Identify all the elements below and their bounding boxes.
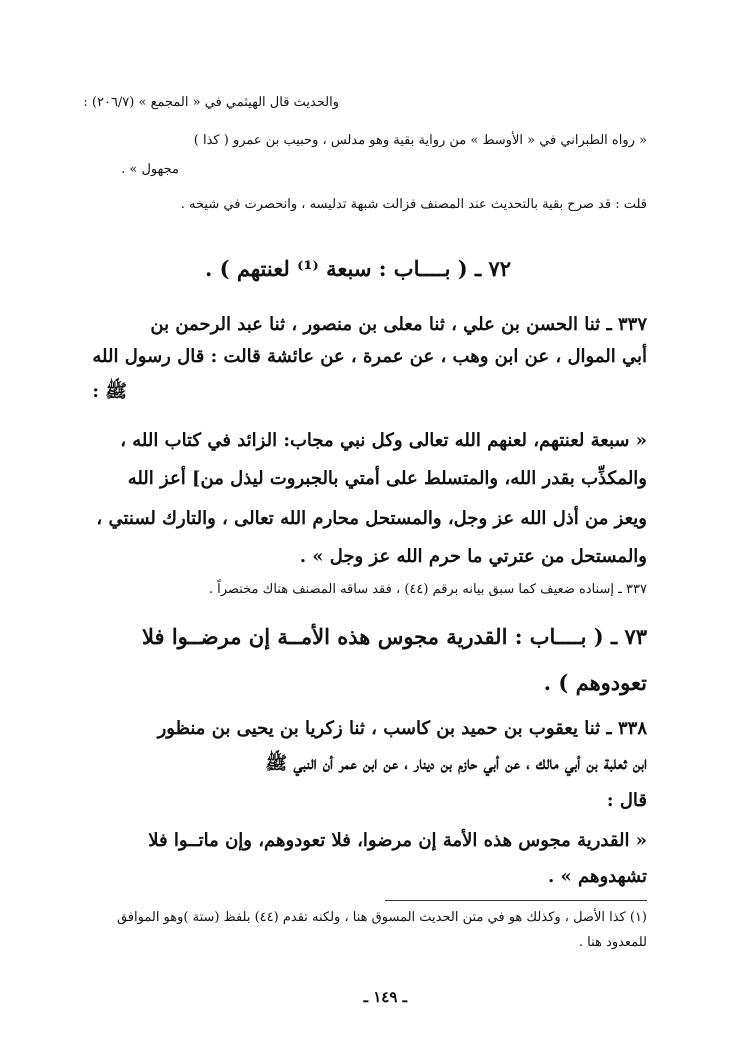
intro-line: والحديث قال الهيثمي في « المجمع » (٢٠٦/٧) : [83,95,339,110]
hadith-337-isnad-line: ٣٣٧ ـ ثنا الحسن بن علي ، ثنا معلى بن منصور ، ثنا عبد الرحمن بن [150,314,647,335]
hadith-337-isnad-line: ﷺ : [92,381,127,402]
hadith-337-text-line: والمستحل من عترتي ما حرم الله عز وجل » . [299,546,647,567]
intro-note: قلت : قد صرح بقية بالتحديث عند المصنف فزالت شبهة تدليسه ، وانحصرت في شيخه . [180,197,647,212]
hadith-337-text-line: « سبعة لعنتهم، لعنهم الله تعالى وكل نبي مجاب: الزائد في كتاب الله ، [120,430,647,451]
hadith-337-text-line: والمكذِّب بقدر الله، والمتسلط على أمتي بالجبروت ليذل من] أعز الله [127,468,647,489]
footnote-line: (١) كذا الأصل ، وكذلك هو في متن الحديث المسوق هنا ، ولكنه تقدم (٤٤) بلفظ (ستة )وهو الموافق [116,910,647,925]
hadith-338-isnad-line: ٣٣٨ ـ ثنا يعقوب بن حميد بن كاسب ، ثنا زكريا بن يحيى بن منظور [157,718,647,739]
intro-quote-line: « رواه الطبراني في « الأوسط » من رواية بقية وهو مدلس ، وحبيب بن عمرو ( كذا ) [193,133,647,148]
intro-quote-line: مجهول » . [121,162,179,177]
page-number: ـ ١٤٩ ـ [363,988,407,1006]
hadith-338-isnad-line: ابن ثعلبة بن أبي مالك ، عن أبي حازم بن دينار ، عن ابن عمر أن النبي ﷺ [265,753,647,774]
footnote-separator [385,900,647,901]
hadith-338-text-line: تشهدوهم » . [547,866,647,887]
hadith-337-text-line: ويعز من أذل الله عز وجل، والمستحل محارم الله تعالى ، والتارك لسنتي ، [96,508,647,529]
hadith-337-grading-note: ٣٣٧ ـ إسناده ضعيف كما سبق بيانه برقم (٤٤) ، فقد ساقه المصنف هناك مختصراً . [208,582,647,597]
chapter-73-heading: تعودوهم ) . [543,670,647,695]
footnote-line: للمعدود هنا . [578,935,647,950]
chapter-73-heading: ٧٣ ـ ( بــــاب : القدرية مجوس هذه الأمــة إن مرضــوا فلا [141,624,647,649]
hadith-338-text-line: « القدرية مجوس هذه الأمة إن مرضوا، فلا تعودوهم، وإن ماتــوا فلا [148,830,647,851]
hadith-338-isnad-line: قال : [606,790,647,811]
chapter-72-heading: ٧٢ ـ ( بــــاب : سبعة ⁽¹⁾ لعنتهم ) . [205,256,511,281]
hadith-337-isnad-line: أبي الموال ، عن ابن وهب ، عن عمرة ، عن عائشة قالت : قال رسول الله [92,346,647,367]
